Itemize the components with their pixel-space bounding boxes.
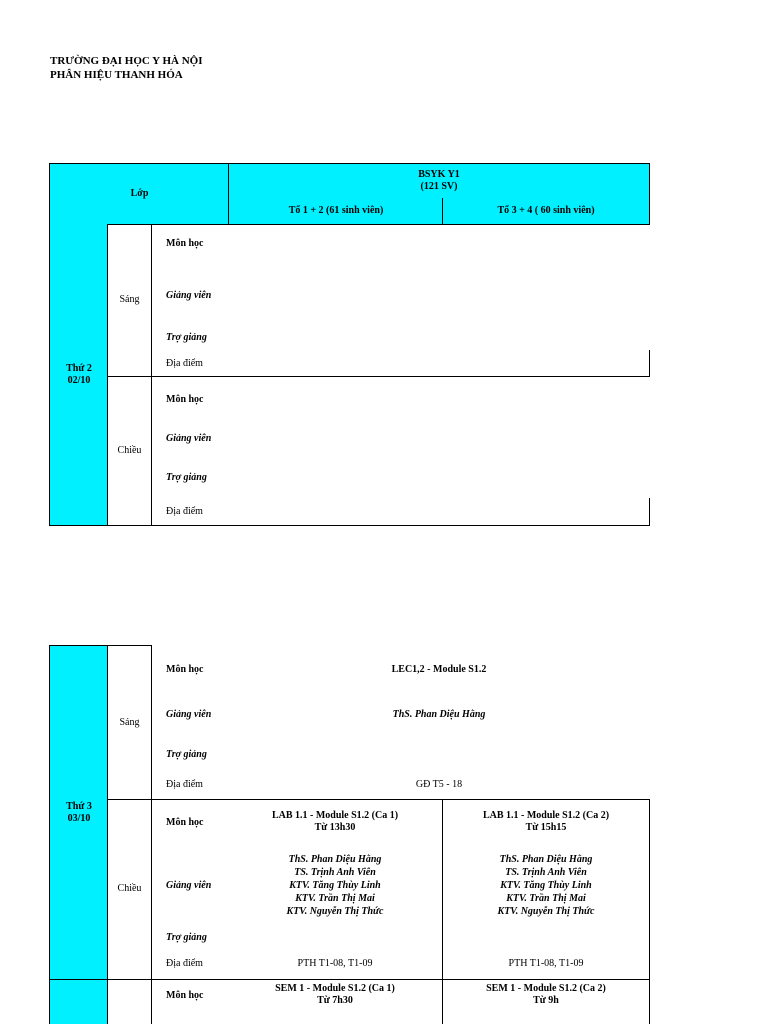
session-label: Sáng: [119, 716, 140, 728]
session-label: Sáng: [119, 294, 140, 305]
group-b-lecturer: ThS. Phan Diệu Hằng: [499, 854, 593, 865]
class-header: [49, 163, 229, 225]
row-label-assistant: Trợ giảng: [166, 332, 207, 343]
group-a-time: Từ 13h30: [314, 822, 356, 833]
row-label-assistant: Trợ giảng: [166, 932, 207, 943]
session-label: Chiều: [117, 883, 142, 894]
tuesday-day-cell: [49, 645, 108, 980]
row-label-lecturer: Giảng viên: [166, 290, 212, 301]
group-a-location: PTH T1-08, T1-09: [297, 958, 373, 969]
group-a-lecturer: KTV. Trần Thị Mai: [295, 893, 375, 904]
wednesday-day-cell: [49, 979, 108, 1024]
divider: [649, 498, 650, 526]
monday-afternoon-cell: [107, 376, 152, 526]
tuesday-morning-subject: LEC1,2 - Module S1.2: [391, 664, 487, 675]
group-a-lecturer: KTV. Tăng Thùy Linh: [289, 880, 381, 891]
row-label-location: Địa điểm: [166, 958, 203, 969]
group-b-time: Từ 15h15: [525, 822, 567, 833]
group-a-subject: LAB 1.1 - Module S1.2 (Ca 1): [271, 810, 399, 821]
class-label: Lớp: [130, 188, 149, 199]
row-label-location: Địa điểm: [166, 506, 203, 517]
divider: [649, 350, 650, 377]
group-b-subject: LAB 1.1 - Module S1.2 (Ca 2): [482, 810, 610, 821]
group-b-label: Tổ 3 + 4 ( 60 sinh viên): [497, 205, 595, 216]
row-label-location: Địa điểm: [166, 358, 203, 369]
monday-morning-cell: [107, 224, 152, 377]
tuesday-morning-cell: [107, 645, 152, 800]
tuesday-morning-location: GĐ T5 - 18: [415, 779, 463, 790]
row-label-lecturer: Giảng viên: [166, 433, 212, 444]
row-label-subject: Môn học: [166, 990, 204, 1001]
group-a-lecturer: ThS. Phan Diệu Hằng: [288, 854, 382, 865]
tuesday-morning-lecturer: ThS. Phan Diệu Hằng: [392, 709, 486, 720]
school-name: TRƯỜNG ĐẠI HỌC Y HÀ NỘI: [50, 55, 203, 67]
group-b-lecturer: KTV. Tăng Thùy Linh: [500, 880, 592, 891]
wednesday-group-b-time: Từ 9h: [533, 995, 559, 1006]
program-total: (121 SV): [420, 181, 458, 192]
group-a-label: Tổ 1 + 2 (61 sinh viên): [288, 205, 384, 216]
group-a-lecturer: KTV. Nguyễn Thị Thức: [286, 906, 384, 917]
group-b-location: PTH T1-08, T1-09: [508, 958, 584, 969]
day-name: Thứ 2: [66, 362, 92, 374]
divider: [151, 799, 650, 800]
row-label-subject: Môn học: [166, 664, 204, 675]
group-b-lecturer: KTV. Nguyễn Thị Thức: [497, 906, 595, 917]
group-a-lecturer: TS. Trịnh Anh Viên: [294, 867, 376, 878]
divider: [151, 376, 650, 377]
wednesday-group-b-subject: SEM 1 - Module S1.2 (Ca 2): [486, 983, 606, 994]
program-name: BSYK Y1: [418, 169, 460, 180]
row-label-subject: Môn học: [166, 238, 204, 249]
row-label-assistant: Trợ giảng: [166, 472, 207, 483]
wednesday-group-a-subject: SEM 1 - Module S1.2 (Ca 1): [275, 983, 395, 994]
divider: [649, 799, 650, 1024]
group-b-header: [442, 198, 650, 225]
row-label-subject: Môn học: [166, 817, 204, 828]
day-date: 03/10: [67, 813, 91, 824]
wednesday-group-a-time: Từ 7h30: [317, 995, 353, 1006]
row-label-assistant: Trợ giảng: [166, 749, 207, 760]
row-label-subject: Môn học: [166, 394, 204, 405]
tuesday-afternoon-cell: [107, 799, 152, 980]
wednesday-morning-cell: [107, 979, 152, 1024]
row-label-lecturer: Giảng viên: [166, 880, 212, 891]
day-date: 02/10: [67, 374, 91, 386]
program-header: [228, 163, 650, 199]
group-b-lecturer: KTV. Trần Thị Mai: [506, 893, 586, 904]
group-b-lecturer: TS. Trịnh Anh Viên: [505, 867, 587, 878]
row-label-lecturer: Giảng viên: [166, 709, 212, 720]
session-label: Chiều: [117, 444, 142, 456]
branch-name: PHÂN HIỆU THANH HÓA: [50, 69, 183, 81]
row-label-location: Địa điểm: [166, 779, 203, 790]
divider: [151, 979, 650, 980]
divider: [151, 525, 650, 526]
monday-day-cell: [49, 224, 108, 526]
day-name: Thứ 3: [66, 801, 92, 812]
group-a-header: [228, 198, 443, 225]
